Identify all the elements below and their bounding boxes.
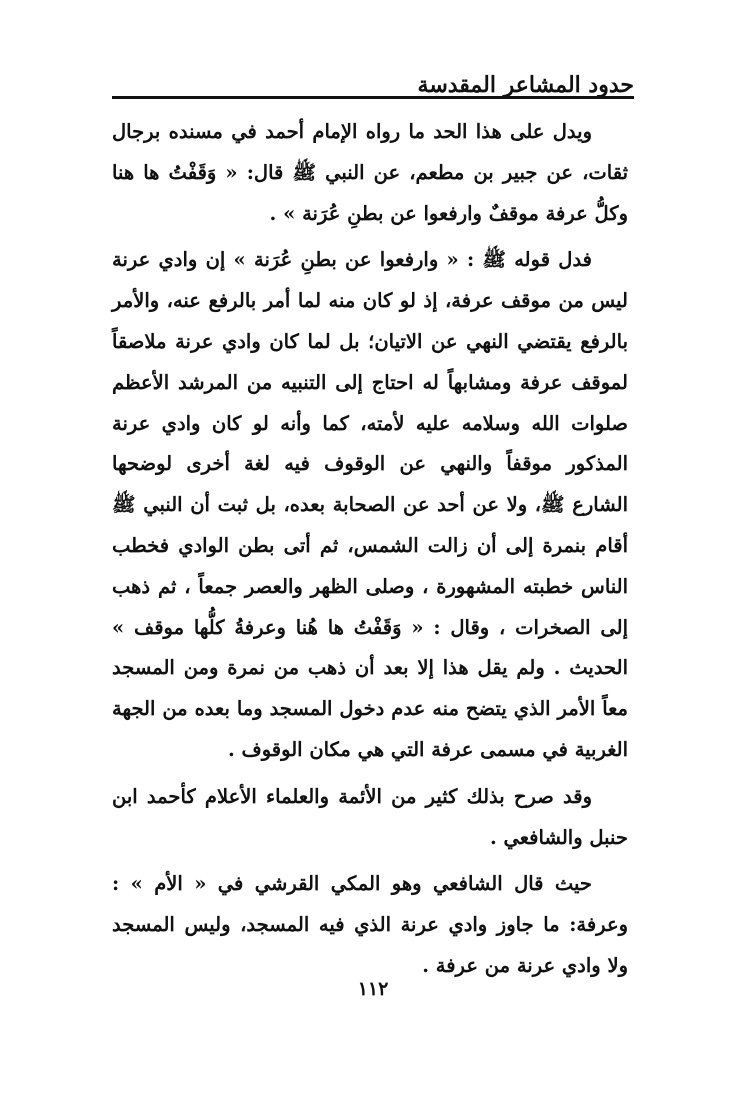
page-number: ١١٢ [357, 978, 389, 1000]
paragraph-1: ويدل على هذا الحد ما رواه الإمام أحمد في مسنده برجال ثقات، عن جبير بن مطعم، عن النبي ﷺ قال: « وَقَفْتُ ها هنا وكلُّ عرفة موقفٌ وارفعوا عن بطنِ عُرَنة » . [112, 120, 628, 225]
running-header [112, 68, 634, 108]
paragraph-3: وقد صرح بذلك كثير من الأئمة والعلماء الأعلام كأحمد ابن حنبل والشافعي . [112, 784, 628, 849]
body-text [112, 112, 628, 987]
header-rule [112, 96, 634, 99]
paragraph-4: حيث قال الشافعي وهو المكي القرشي في « الأم » : وعرفة: ما جاوز وادي عرنة الذي فيه المسجد، وليس المسجد ولا وادي عرنة من عرفة . [112, 872, 628, 977]
running-title: حدود المشاعر المقدسة [417, 72, 634, 98]
paragraph-2: فدل قوله ﷺ : « وارفعوا عن بطنِ عُرَنة » إن وادي عرنة ليس من موقف عرفة، إذ لو كان منه لما أمر بالرفع عنه، والأمر بالرفع يقتضي النهي عن الاتيان؛ بل لما كان وادي عرنة ملاصقاً لموقف عرفة ومشابهاً له احتاج إلى التنبيه من المرشد الأعظم صلوات الله وسلامه عليه لأمته، كما وأنه لو كان وادي عرنة المذكور موقفاً والنهي عن الوقوف فيه لغة أخرى لوضحها الشارع ﷺ، ولا عن أحد عن الصحابة بعده، بل ثبت أن النبي ﷺ أقام بنمرة إلى أن زالت الشمس، ثم أتى بطن الوادي فخطب الناس خطبته المشهورة ، وصلى الظهر والعصر جمعاً ، ثم ذهب إلى الصخرات ، وقال : « وَقَفْتُ ها هُنا وعرفةُ كلُّها موقف » الحديث . ولم يقل هذا إلا بعد أن ذهب من نمرة ومن المسجد معاً الأمر الذي يتضح منه عدم دخول المسجد وما بعده من الجهة الغربية في مسمى عرفة التي هي مكان الوقوف . [112, 248, 628, 761]
